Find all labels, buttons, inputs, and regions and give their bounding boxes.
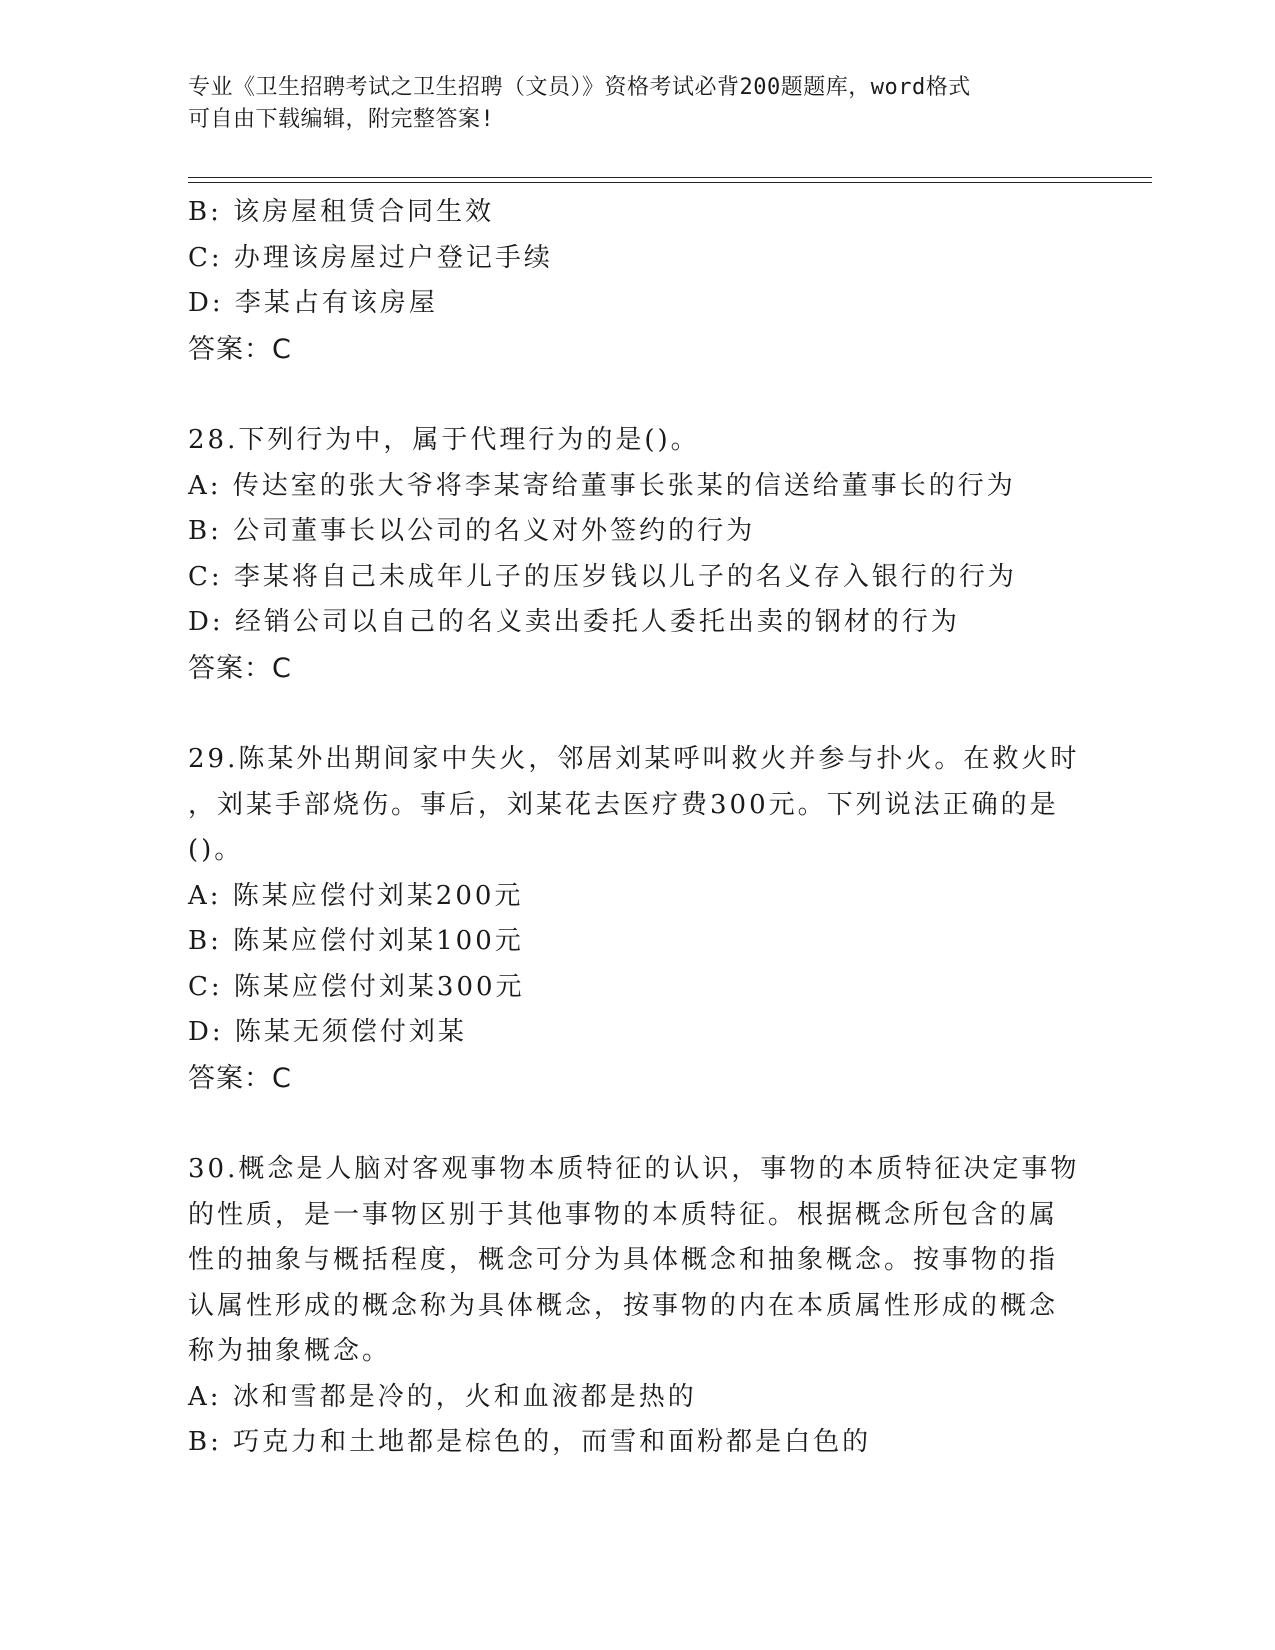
q27-option-d: D: 李某占有该房屋 [188,288,438,318]
header-title-line2: 可自由下载编辑，附完整答案! [188,107,495,132]
q29-option-d: D: 陈某无须偿付刘某 [188,1017,467,1047]
q30-option-a: A: 冰和雪都是冷的，火和血液都是热的 [188,1381,697,1412]
question-28 [188,418,1088,691]
header-title-line1: 专业《卫生招聘考试之卫生招聘（文员）》资格考试必背200题题库，word格式 [188,75,971,100]
question-30 [188,1147,1088,1466]
question-27 [188,190,1088,372]
q28-option-d: D: 经销公司以自己的名义卖出委托人委托出卖的钢材的行为 [188,607,960,637]
q28-option-b: B: 公司董事长以公司的名义对外签约的行为 [188,516,756,546]
q30-stem-line1: 30.概念是人脑对客观事物本质特征的认识，事物的本质特征决定事物 [188,1154,1080,1184]
q30-stem-line5: 称为抽象概念。 [188,1336,392,1366]
question-list [188,190,1088,1466]
q30-stem-line2: 的性质，是一事物区别于其他事物的本质特征。根据概念所包含的属 [188,1199,1059,1230]
q29-answer: 答案：C [188,1062,292,1094]
q28-option-c: C: 李某将自己未成年儿子的压岁钱以儿子的名义存入银行的行为 [188,561,1017,592]
header-rule-top [188,177,1152,178]
q29-stem-line3: ()。 [188,835,244,865]
q27-option-c: C: 办理该房屋过户登记手续 [188,242,553,273]
q30-stem-line4: 认属性形成的概念称为具体概念，按事物的内在本质属性形成的概念 [188,1290,1059,1321]
q28-answer: 答案：C [188,652,292,684]
spacer [188,372,1088,418]
q28-option-a: A: 传达室的张大爷将李某寄给董事长张某的信送给董事长的行为 [188,470,1016,501]
q29-stem-line1: 29.陈某外出期间家中失火，邻居刘某呼叫救火并参与扑火。在救火时 [188,744,1080,774]
q29-option-b: B: 陈某应偿付刘某100元 [188,926,524,956]
question-29 [188,737,1088,1101]
spacer [188,691,1088,737]
q29-option-c: C: 陈某应偿付刘某300元 [188,971,525,1002]
q30-stem-line3: 性的抽象与概括程度，概念可分为具体概念和抽象概念。按事物的指 [188,1245,1059,1275]
spacer [188,1101,1088,1147]
q28-stem: 28.下列行为中，属于代理行为的是()。 [188,425,700,455]
document-header [188,72,1088,136]
q29-stem-line2: ，刘某手部烧伤。事后，刘某花去医疗费300元。下列说法正确的是 [188,789,1059,820]
q27-answer: 答案：C [188,333,292,365]
header-rule-bottom [188,182,1152,183]
q29-option-a: A: 陈某应偿付刘某200元 [188,880,524,911]
q27-option-b: B: 该房屋租赁合同生效 [188,197,495,227]
q30-option-b: B: 巧克力和土地都是棕色的，而雪和面粉都是白色的 [188,1427,872,1457]
